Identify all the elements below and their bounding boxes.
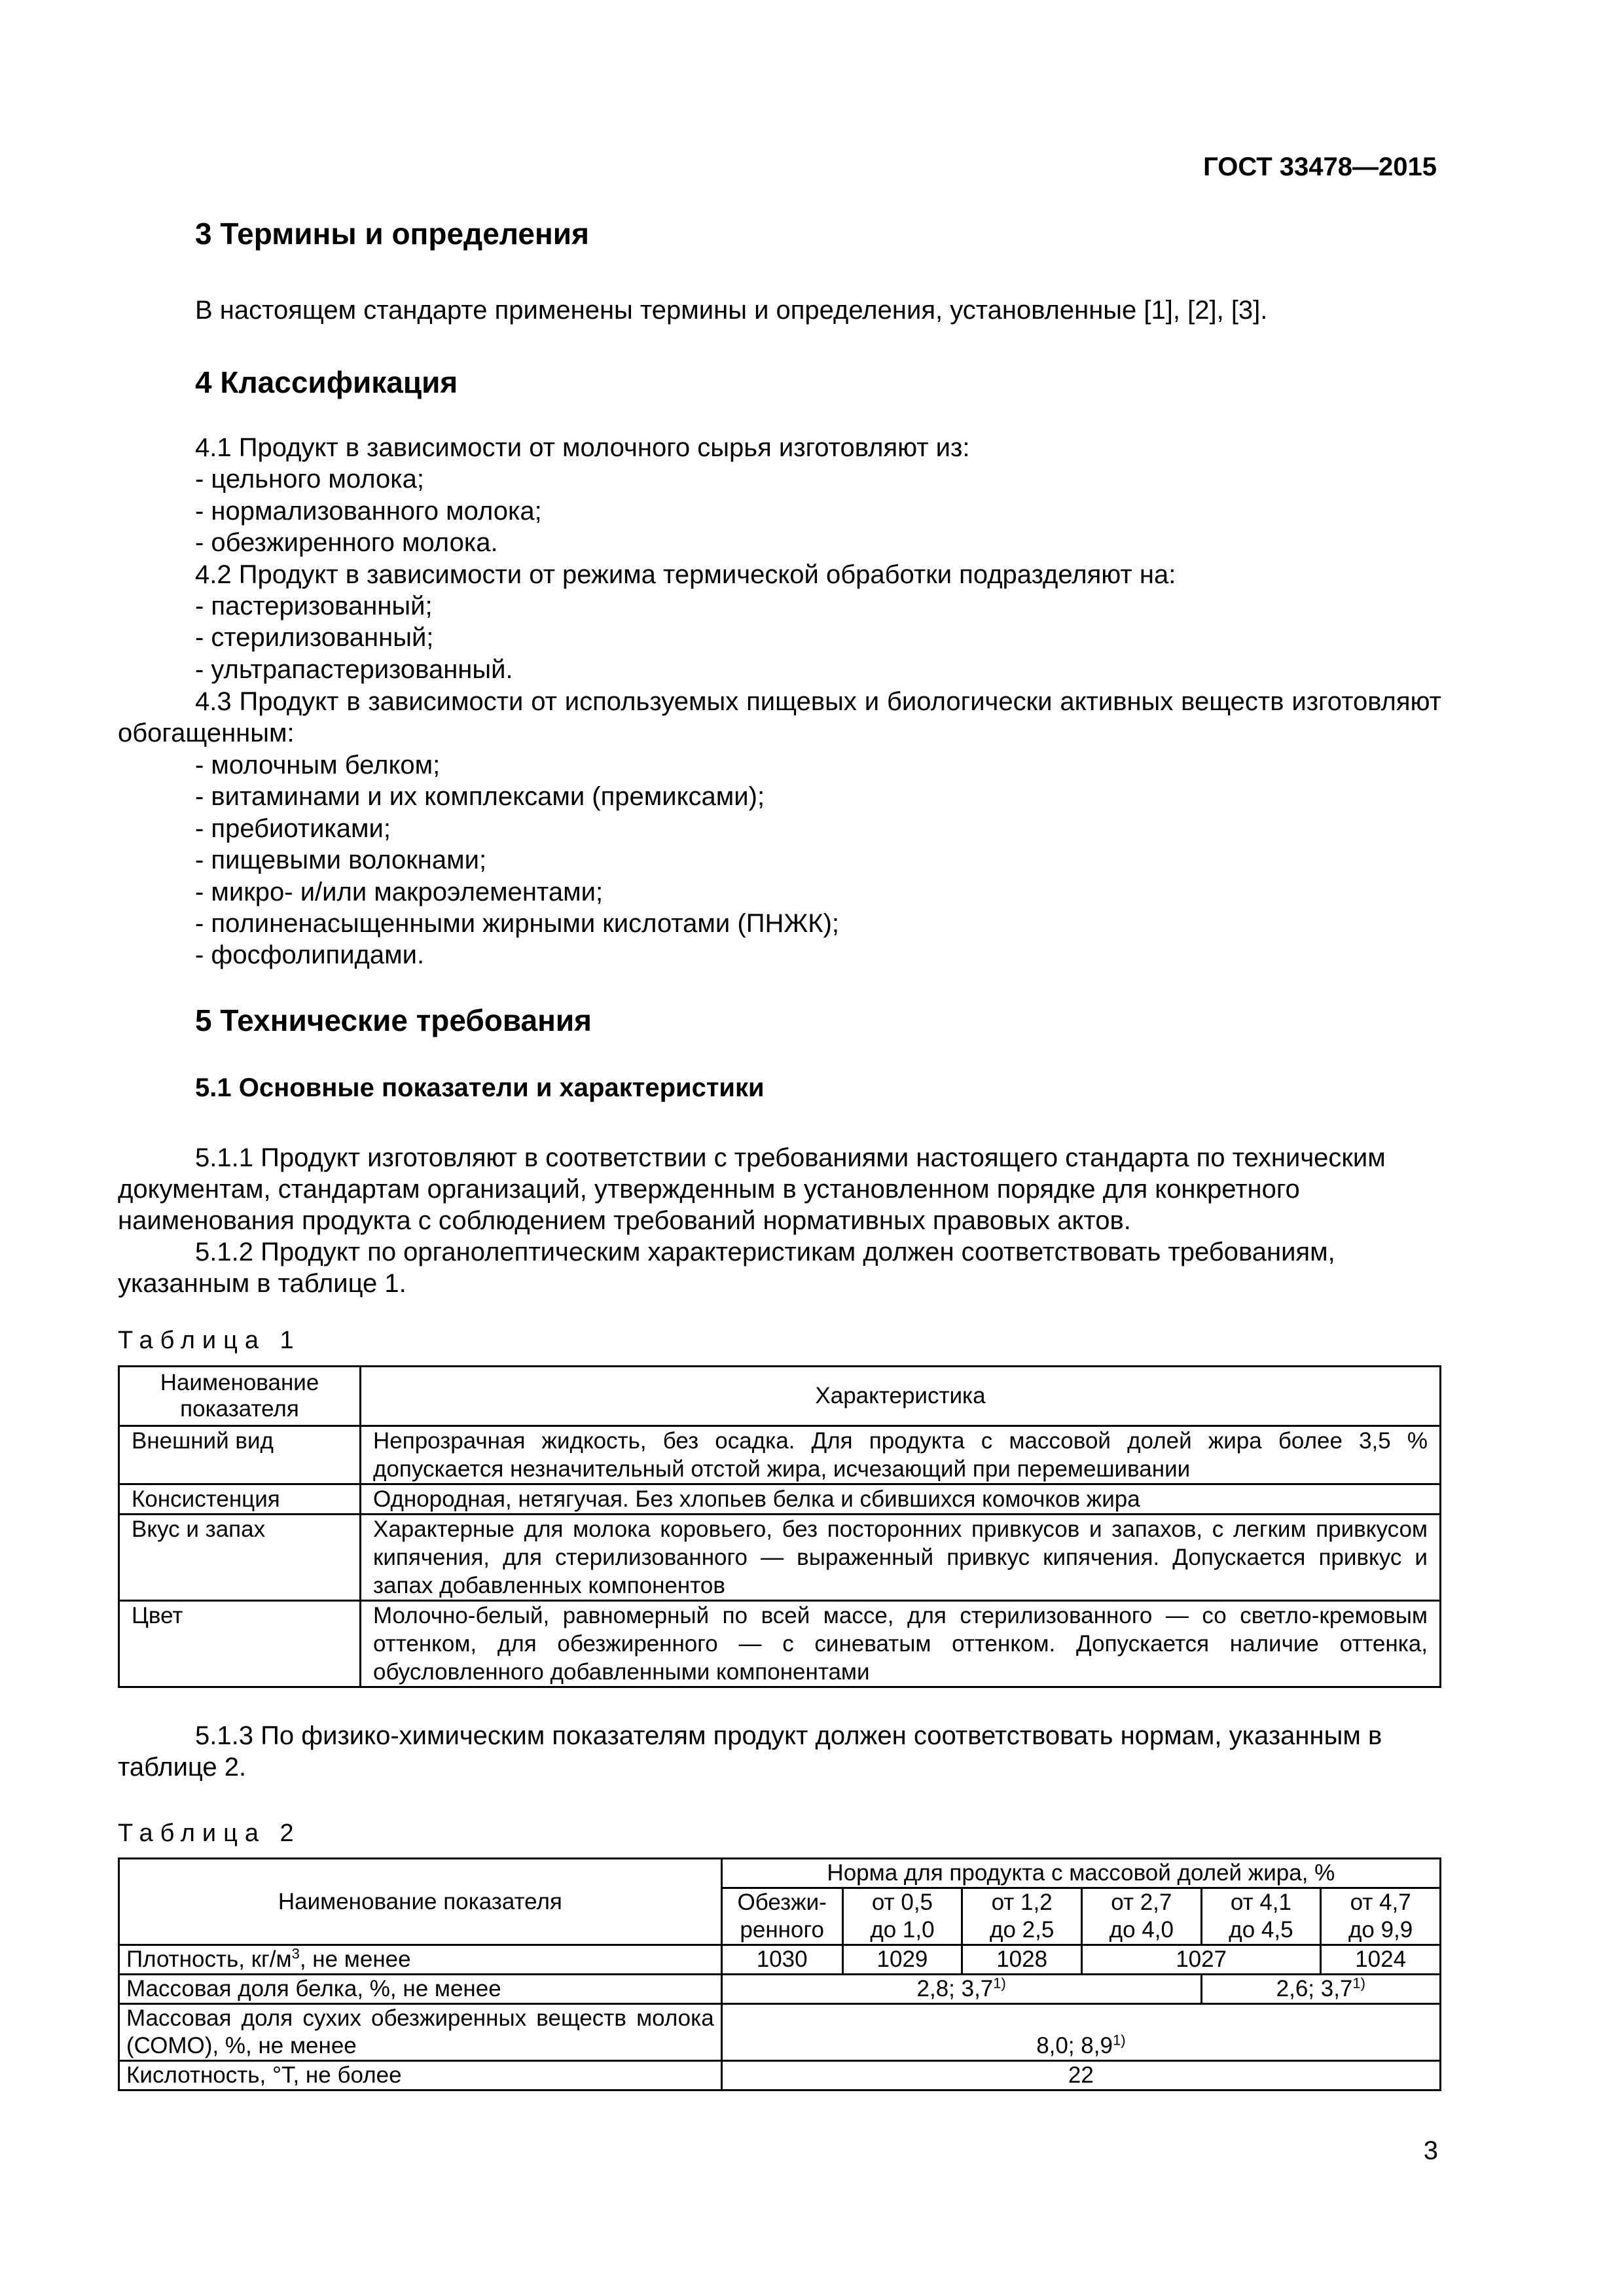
table-cell: 1030 — [721, 1945, 842, 1975]
table-row — [119, 1975, 1441, 2004]
page-number: 3 — [1423, 2136, 1438, 2165]
table-header-cell: от 4,7 до 9,9 — [1321, 1888, 1441, 1945]
table-header-cell: Характеристика — [361, 1367, 1441, 1426]
paragraph-5-1-3: 5.1.3 По физико-химическим показателям продукт должен соответствовать нормам, указанным в таблице 2. — [118, 1721, 1382, 1782]
section-4-3-list — [195, 749, 839, 971]
table-cell: Непрозрачная жидкость, без осадка. Для продукта с массовой долей жира более 3,5 % допускается незначительный отстой жира, исчезающий при перемешивании — [361, 1426, 1441, 1484]
table-row — [119, 1426, 1441, 1484]
section-4-title: 4 Классификация — [195, 365, 458, 399]
section-3-text: В настоящем стандарте применены термины и определения, установленные [1], [2], [3]. — [195, 296, 1268, 325]
list-item: - полиненасыщенными жирными кислотами (ПНЖК); — [195, 909, 840, 939]
table-row — [119, 1601, 1441, 1687]
paragraph-5-1-2: 5.1.2 Продукт по органолептическим характеристикам должен соответствовать требованиям, указанным в таблице 1. — [118, 1238, 1335, 1298]
table-cell: Вкус и запах — [119, 1515, 361, 1601]
list-item: - молочным белком; — [195, 751, 441, 780]
document-header: ГОСТ 33478—2015 — [1203, 152, 1437, 181]
list-item: - пребиотиками; — [195, 814, 391, 843]
table-header-cell: от 1,2 до 2,5 — [962, 1888, 1082, 1945]
table-cell: 1027 — [1082, 1945, 1321, 1975]
table-2-caption: Таблица 2 — [118, 1820, 301, 1847]
table-row — [119, 2061, 1441, 2090]
table-cell: Кислотность, °Т, не более — [119, 2061, 722, 2090]
table-cell: 2,8; 3,7$^{1)}$ — [721, 1975, 1201, 2004]
paragraph-4-3: 4.3 Продукт в зависимости от используемых пищевых и биологически активных веществ изготовляют обогащенным: — [118, 687, 1441, 747]
section-4-list — [195, 432, 1176, 685]
list-item: - фосфолипидами. — [195, 941, 425, 970]
list-item: - пастеризованный; — [195, 592, 433, 621]
paragraph-5-1-1: 5.1.1 Продукт изготовляют в соответствии с требованиями настоящего стандарта по техническим документам, стандартам организаций, утвержденным в установленном порядке для конкретного наименования продукта с соблюдением требований нормативных правовых актов. — [118, 1143, 1386, 1235]
table-cell: 1028 — [962, 1945, 1082, 1975]
table-cell: Характерные для молока коровьего, без посторонних привкусов и запахов, с легким привкусом кипячения, для стерилизованного — выраженный привкус кипячения. Допускается привкус и запах добавленных компонентов — [361, 1515, 1441, 1601]
table-header-cell: Обезжи- ренного — [721, 1888, 842, 1945]
table-header-row — [119, 1859, 1441, 1888]
table-header-row — [119, 1367, 1441, 1426]
table-header-cell: от 2,7 до 4,0 — [1082, 1888, 1202, 1945]
table-cell: Плотность, $кг/м^3$, не менее — [119, 1945, 722, 1975]
section-3-title: 3 Термины и определения — [195, 217, 589, 251]
list-item: - витаминами и их комплексами (премиксами); — [195, 782, 765, 812]
table-cell: 1024 — [1321, 1945, 1441, 1975]
table-1-caption: Таблица 1 — [118, 1327, 301, 1354]
table-cell: 22 — [721, 2061, 1440, 2090]
list-item: - обезжиренного молока. — [195, 528, 498, 558]
table-row — [119, 1945, 1441, 1975]
paragraph-4-1: 4.1 Продукт в зависимости от молочного сырья изготовляют из: — [195, 433, 970, 462]
table-row — [119, 1484, 1441, 1515]
table-cell: Цвет — [119, 1601, 361, 1687]
list-item: - микро- и/или макроэлементами; — [195, 877, 604, 906]
list-item: - стерилизованный; — [195, 623, 434, 653]
table-cell: Массовая доля сухих обезжиренных веществ молока (СОМО), %, не менее — [119, 2004, 722, 2061]
subsection-5-1-title: 5.1 Основные показатели и характеристики — [195, 1073, 765, 1102]
table-header-cell: от 0,5 до 1,0 — [842, 1888, 962, 1945]
list-item: - пищевыми волокнами; — [195, 846, 487, 875]
table-header-cell: Наименование показателя — [119, 1367, 361, 1426]
table-row — [119, 2004, 1441, 2061]
table-2 — [118, 1857, 1441, 2091]
section-5-title: 5 Технические требования — [195, 1003, 592, 1037]
table-cell: Консистенция — [119, 1484, 361, 1515]
paragraph-4-2: 4.2 Продукт в зависимости от режима термической обработки подразделяют на: — [195, 560, 1176, 589]
list-item: - нормализованного молока; — [195, 496, 542, 526]
table-cell: 2,6; 3,7$^{1)}$ — [1201, 1975, 1440, 2004]
table-cell: 8,0; 8,9$^{1)}$ — [721, 2004, 1440, 2061]
list-item: - цельного молока; — [195, 465, 425, 494]
table-header-cell: Норма для продукта с массовой долей жира, % — [721, 1859, 1440, 1888]
list-item: - ультрапастеризованный. — [195, 655, 513, 684]
table-header-cell: от 4,1 до 4,5 — [1201, 1888, 1321, 1945]
table-cell: 1029 — [842, 1945, 962, 1975]
table-cell: Однородная, нетягучая. Без хлопьев белка и сбившихся комочков жира — [361, 1484, 1441, 1515]
table-cell: Внешний вид — [119, 1426, 361, 1484]
table-1 — [118, 1365, 1441, 1688]
table-header-cell: Наименование показателя — [119, 1859, 722, 1945]
table-row — [119, 1515, 1441, 1601]
table-cell: Массовая доля белка, %, не менее — [119, 1975, 722, 2004]
table-cell: Молочно-белый, равномерный по всей массе, для стерилизованного — со светло-кремовым оттенком, для обезжиренного — с синеватым оттенком. Допускается наличие оттенка, обусловленного добавленными компонентами — [361, 1601, 1441, 1687]
